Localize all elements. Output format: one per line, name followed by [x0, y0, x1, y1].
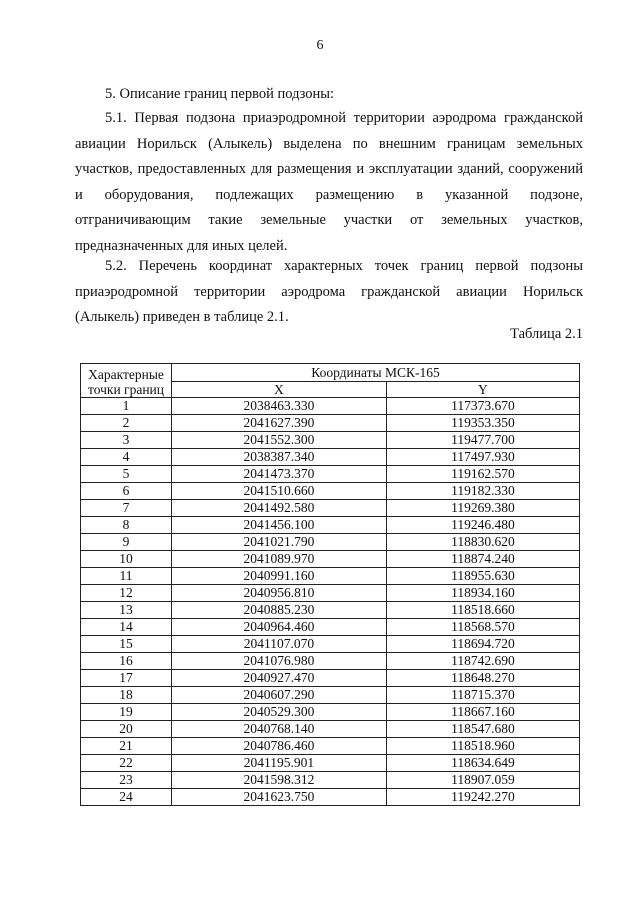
- table-row: [81, 755, 580, 772]
- y-coordinate-cell: 118742.690: [386, 653, 579, 670]
- x-coordinate-cell: 2041492.580: [172, 500, 387, 517]
- point-number-cell: 11: [81, 568, 172, 585]
- table-row: [81, 653, 580, 670]
- table-row: [81, 517, 580, 534]
- y-coordinate-cell: 118518.660: [386, 602, 579, 619]
- y-coordinate-cell: 119246.480: [386, 517, 579, 534]
- table-row: [81, 551, 580, 568]
- x-coordinate-cell: 2040786.460: [172, 738, 387, 755]
- x-coordinate-cell: 2041076.980: [172, 653, 387, 670]
- header-characteristic-points: [81, 364, 172, 398]
- y-coordinate-cell: 118568.570: [386, 619, 579, 636]
- point-number-cell: 13: [81, 602, 172, 619]
- coordinates-table-body: [81, 398, 580, 806]
- point-number-cell: 16: [81, 653, 172, 670]
- y-coordinate-cell: 119477.700: [386, 432, 579, 449]
- point-number-cell: 5: [81, 466, 172, 483]
- point-number-cell: 8: [81, 517, 172, 534]
- y-coordinate-cell: 119353.350: [386, 415, 579, 432]
- x-coordinate-cell: 2041089.970: [172, 551, 387, 568]
- point-number-cell: 14: [81, 619, 172, 636]
- point-number-cell: 7: [81, 500, 172, 517]
- y-coordinate-cell: 117497.930: [386, 449, 579, 466]
- x-coordinate-cell: 2040991.160: [172, 568, 387, 585]
- table-row: [81, 466, 580, 483]
- y-coordinate-cell: 118874.240: [386, 551, 579, 568]
- table-row: [81, 415, 580, 432]
- table-row: [81, 534, 580, 551]
- x-coordinate-cell: 2041623.750: [172, 789, 387, 806]
- table-row: [81, 483, 580, 500]
- point-number-cell: 24: [81, 789, 172, 806]
- y-coordinate-cell: 118648.270: [386, 670, 579, 687]
- y-coordinate-cell: 119182.330: [386, 483, 579, 500]
- point-number-cell: 1: [81, 398, 172, 415]
- x-coordinate-cell: 2040927.470: [172, 670, 387, 687]
- x-coordinate-cell: 2041195.901: [172, 755, 387, 772]
- y-coordinate-cell: 118694.720: [386, 636, 579, 653]
- page-number: 6: [316, 38, 324, 53]
- x-coordinate-cell: 2040768.140: [172, 721, 387, 738]
- x-coordinate-cell: 2041473.370: [172, 466, 387, 483]
- x-coordinate-cell: 2041552.300: [172, 432, 387, 449]
- table-row: [81, 636, 580, 653]
- point-number-cell: 23: [81, 772, 172, 789]
- table-row: [81, 738, 580, 755]
- table-row: [81, 619, 580, 636]
- y-coordinate-cell: 117373.670: [386, 398, 579, 415]
- x-coordinate-cell: 2038463.330: [172, 398, 387, 415]
- table-row: [81, 585, 580, 602]
- y-coordinate-cell: 118934.160: [386, 585, 579, 602]
- header-y: Y: [386, 382, 579, 398]
- table-row: [81, 432, 580, 449]
- table-row: [81, 772, 580, 789]
- section-heading: 5. Описание границ первой подзоны:: [105, 86, 335, 102]
- table-row: [81, 398, 580, 415]
- table-row: [81, 687, 580, 704]
- x-coordinate-cell: 2041627.390: [172, 415, 387, 432]
- point-number-cell: 6: [81, 483, 172, 500]
- x-coordinate-cell: 2040956.810: [172, 585, 387, 602]
- x-coordinate-cell: 2040529.300: [172, 704, 387, 721]
- table-row: [81, 789, 580, 806]
- x-coordinate-cell: 2040885.230: [172, 602, 387, 619]
- y-coordinate-cell: 119242.270: [386, 789, 579, 806]
- table-row: [81, 704, 580, 721]
- paragraph-5-1: 5.1. Первая подзона приаэродромной территории аэродрома гражданской авиации Норильск (Алыкель) выделена по внешним границам земельных участков, предоставленных для размещения и эксплуатации зданий, сооружений и оборудования, подлежащих размещению в указанной подзоне, отграничивающим такие земельные участки от земельных участков, предназначенных для иных целей.: [75, 110, 583, 254]
- point-number-cell: 15: [81, 636, 172, 653]
- table-row: [81, 568, 580, 585]
- y-coordinate-cell: 118907.059: [386, 772, 579, 789]
- table-row: [81, 449, 580, 466]
- x-coordinate-cell: 2041021.790: [172, 534, 387, 551]
- y-coordinate-cell: 118667.160: [386, 704, 579, 721]
- x-coordinate-cell: 2041456.100: [172, 517, 387, 534]
- y-coordinate-cell: 119269.380: [386, 500, 579, 517]
- paragraph-5-2: 5.2. Перечень координат характерных точек границ первой подзоны приаэродромной территории аэродрома гражданской авиации Норильск (Алыкель) приведен в таблице 2.1.: [75, 258, 583, 326]
- table-row: [81, 670, 580, 687]
- header-points-line2: точки границ: [87, 381, 165, 397]
- header-x: X: [172, 382, 387, 398]
- coordinates-table: [80, 363, 580, 806]
- point-number-cell: 10: [81, 551, 172, 568]
- point-number-cell: 21: [81, 738, 172, 755]
- x-coordinate-cell: 2041107.070: [172, 636, 387, 653]
- point-number-cell: 19: [81, 704, 172, 721]
- table-row: [81, 602, 580, 619]
- point-number-cell: 2: [81, 415, 172, 432]
- y-coordinate-cell: 118830.620: [386, 534, 579, 551]
- header-coordinate-system: Координаты МСК-165: [172, 364, 580, 382]
- table-caption: Таблица 2.1: [510, 326, 583, 342]
- point-number-cell: 22: [81, 755, 172, 772]
- point-number-cell: 9: [81, 534, 172, 551]
- x-coordinate-cell: 2041510.660: [172, 483, 387, 500]
- x-coordinate-cell: 2041598.312: [172, 772, 387, 789]
- y-coordinate-cell: 118955.630: [386, 568, 579, 585]
- table-row: [81, 500, 580, 517]
- y-coordinate-cell: 118634.649: [386, 755, 579, 772]
- y-coordinate-cell: 119162.570: [386, 466, 579, 483]
- point-number-cell: 12: [81, 585, 172, 602]
- point-number-cell: 20: [81, 721, 172, 738]
- point-number-cell: 3: [81, 432, 172, 449]
- y-coordinate-cell: 118547.680: [386, 721, 579, 738]
- point-number-cell: 17: [81, 670, 172, 687]
- x-coordinate-cell: 2040607.290: [172, 687, 387, 704]
- table-row: [81, 721, 580, 738]
- y-coordinate-cell: 118518.960: [386, 738, 579, 755]
- y-coordinate-cell: 118715.370: [386, 687, 579, 704]
- x-coordinate-cell: 2040964.460: [172, 619, 387, 636]
- point-number-cell: 18: [81, 687, 172, 704]
- x-coordinate-cell: 2038387.340: [172, 449, 387, 466]
- point-number-cell: 4: [81, 449, 172, 466]
- header-points-line1: Характерные: [88, 366, 164, 382]
